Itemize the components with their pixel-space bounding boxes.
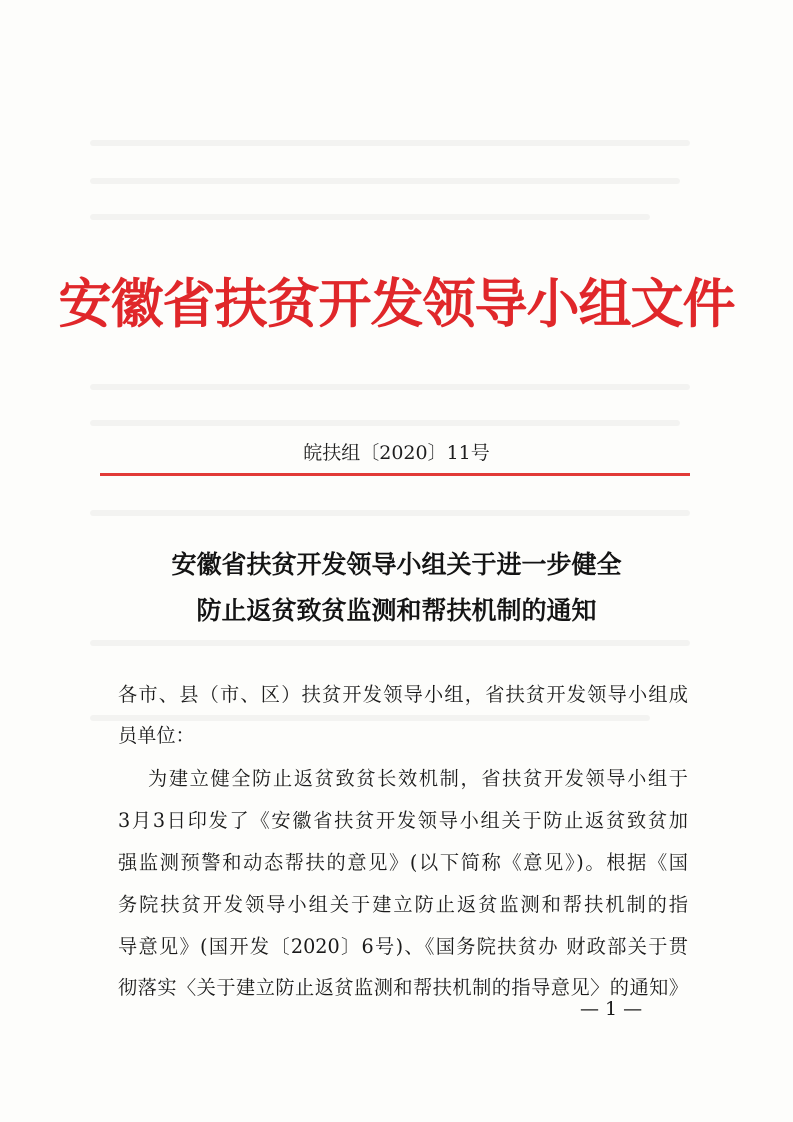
body-text-line: 为建立健全防止返贫致贫长效机制，省扶贫开发领导小组于 (148, 767, 688, 790)
body-text-line: 彻落实〈关于建立防止返贫监测和帮扶机制的指导意见〉的通知》 (118, 976, 688, 999)
scan-bleed (90, 640, 690, 646)
red-divider-rule (100, 473, 690, 476)
scan-bleed (90, 140, 690, 146)
notice-title-line-2: 防止返贫致贫监测和帮扶机制的通知 (196, 596, 597, 625)
body-text-line: 强监测预警和动态帮扶的意见》(以下简称《意见》)。根据《国 (118, 851, 688, 874)
scan-bleed (90, 510, 690, 516)
scan-bleed (90, 178, 680, 184)
scan-bleed (90, 420, 680, 426)
document-header-title: 安徽省扶贫开发领导小组文件 (58, 274, 735, 335)
page-number: — 1 — (580, 998, 643, 1020)
scan-bleed (90, 384, 690, 390)
body-text-line: 各市、县（市、区）扶贫开发领导小组，省扶贫开发领导小组成 (118, 683, 688, 706)
body-text-line: 员单位： (118, 724, 195, 747)
document-number: 皖扶组〔2020〕11号 (303, 442, 490, 464)
body-text-line: 3月3日印发了《安徽省扶贫开发领导小组关于防止返贫致贫加 (118, 809, 688, 832)
body-text-line: 务院扶贫开发领导小组关于建立防止返贫监测和帮扶机制的指 (118, 893, 688, 916)
notice-title-line-1: 安徽省扶贫开发领导小组关于进一步健全 (171, 550, 622, 579)
scan-bleed (90, 214, 650, 220)
body-text-line: 导意见》(国开发〔2020〕6号)、《国务院扶贫办 财政部关于贯 (118, 935, 688, 958)
